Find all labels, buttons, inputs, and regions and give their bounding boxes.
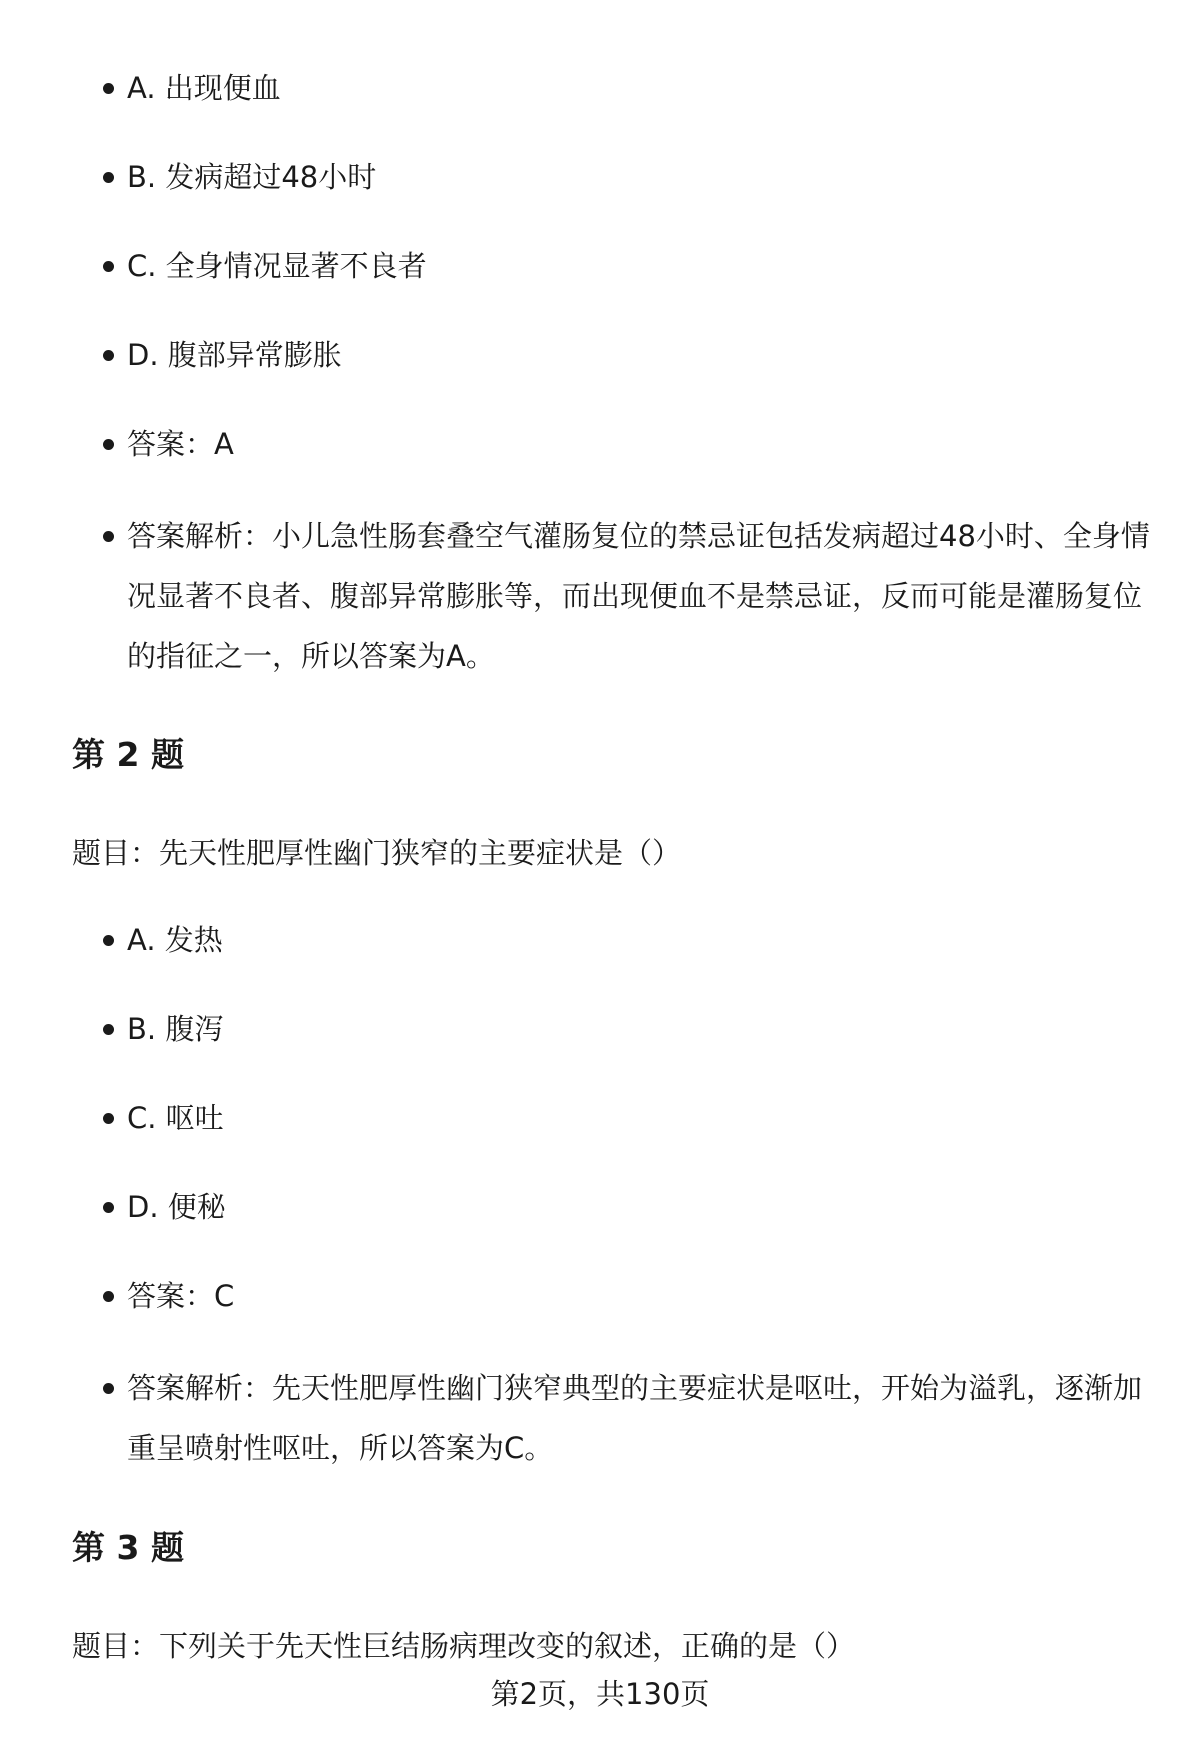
q2-stem: 题目：先天性肥厚性幽门狭窄的主要症状是（） [72,836,682,870]
q2-option-d: D. 便秘 [127,1177,1157,1237]
q2-option-b: B. 腹泻 [127,999,1157,1059]
page-number-footer: 第2页，共130页 [490,1677,710,1711]
q1-explanation: 答案解析：小儿急性肠套叠空气灌肠复位的禁忌证包括发病超过48小时、全身情况显著不良者、腹部异常膨胀等，而出现便血不是禁忌证，反而可能是灌肠复位的指征之一，所以答案为A。 [127,506,1157,686]
q2-answer: 答案：C [127,1266,1157,1326]
q2-heading: 第 2 题 [72,735,184,774]
q2-option-a: A. 发热 [127,910,1157,970]
q1-option-c: C. 全身情况显著不良者 [127,236,1157,296]
q3-heading: 第 3 题 [72,1528,184,1567]
q3-stem: 题目：下列关于先天性巨结肠病理改变的叙述，正确的是（） [72,1629,856,1663]
q2-option-c: C. 呕吐 [127,1088,1157,1148]
q1-answer: 答案：A [127,414,1157,474]
q1-option-d: D. 腹部异常膨胀 [127,325,1157,385]
q2-explanation: 答案解析：先天性肥厚性幽门狭窄典型的主要症状是呕吐，开始为溢乳，逐渐加重呈喷射性呕吐，所以答案为C。 [127,1358,1157,1478]
q1-option-b: B. 发病超过48小时 [127,147,1157,207]
q1-option-a: A. 出现便血 [127,58,1157,118]
